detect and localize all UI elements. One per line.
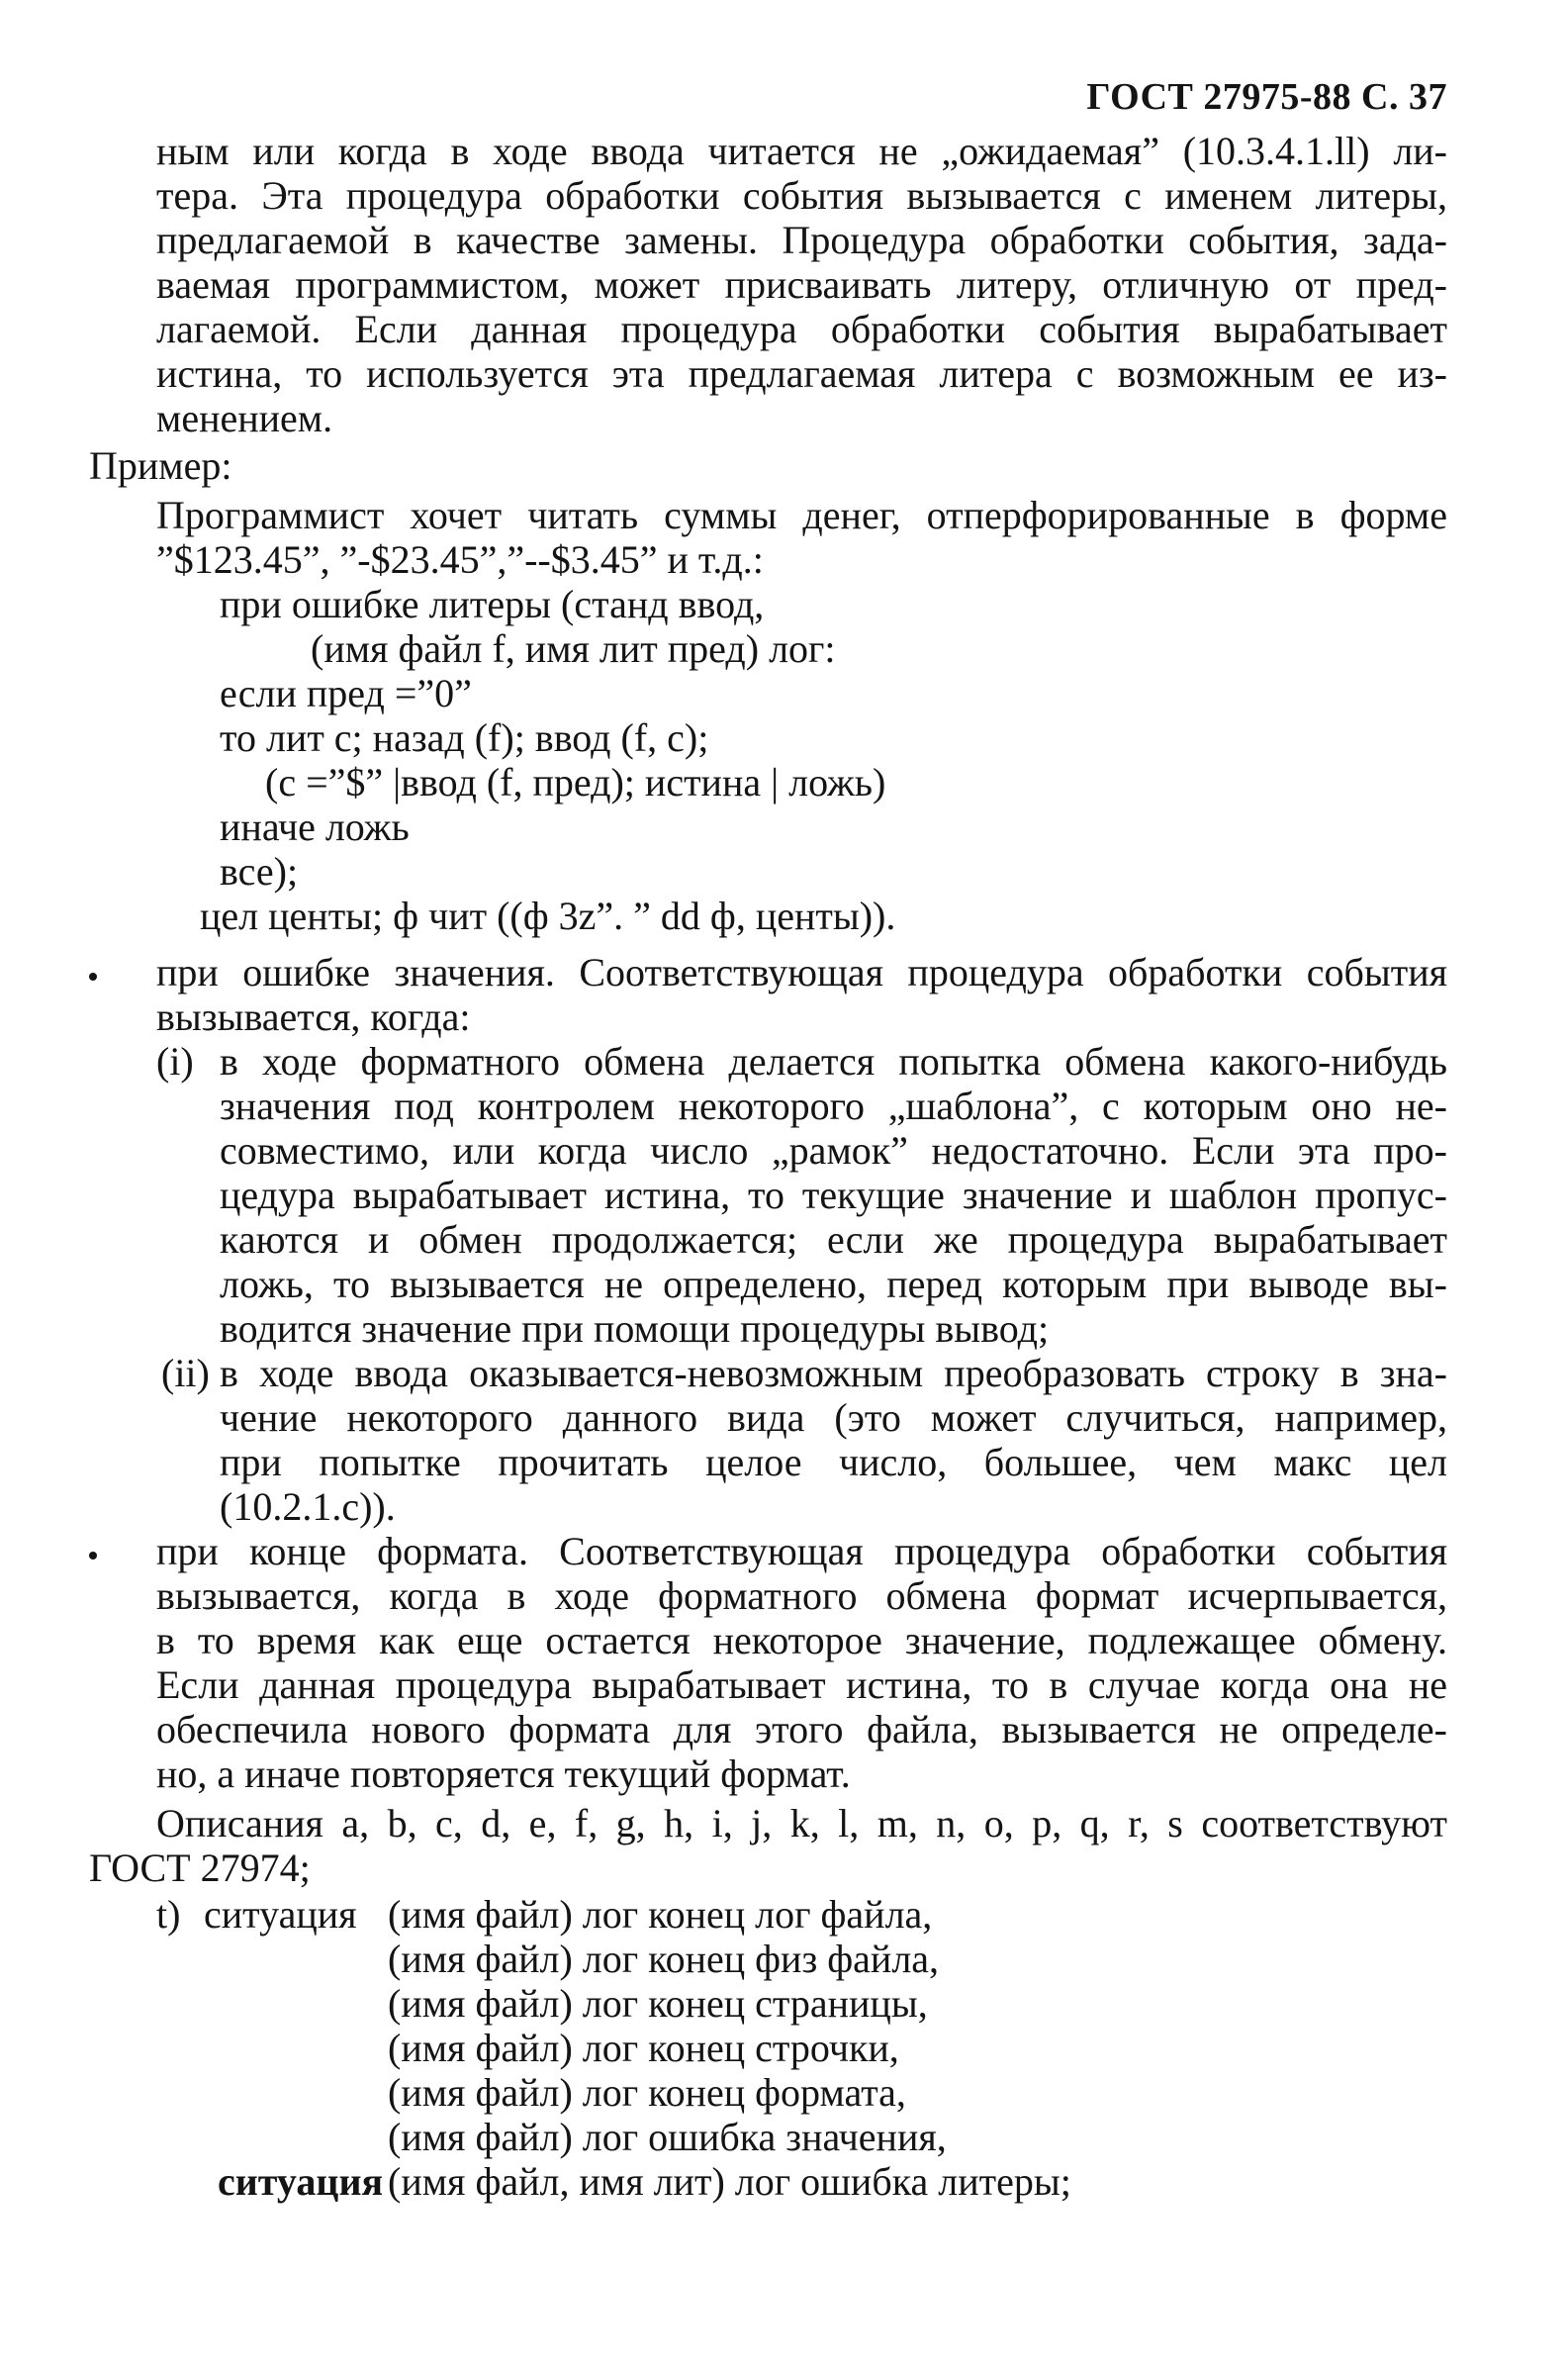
- paragraph-line: истина, то используется эта предлагаемая литера с возможным ее из-: [156, 351, 1447, 396]
- item-line: совместимо, или когда число „рамок” недостаточно. Если эта про-: [220, 1128, 1447, 1173]
- item-line: каются и обмен продолжается; если же процедура вырабатывает: [220, 1217, 1447, 1262]
- item-line: значения под контролем некоторого „шаблона”, с которым оно не-: [220, 1084, 1447, 1128]
- code-line: все);: [220, 849, 299, 894]
- bullet-line: при конце формата. Соответствующая процедура обработки события: [156, 1529, 1447, 1573]
- code-line: то лит с; назад (f); ввод (f, c);: [220, 715, 709, 760]
- decl-line: (имя файл) лог конец строчки,: [388, 2026, 899, 2070]
- item-t-keyword: ситуация: [204, 1892, 357, 1937]
- item-t-last-keyword: ситуация: [218, 2159, 384, 2204]
- bullet-icon: [89, 1552, 97, 1560]
- decl-line: (имя файл) лог конец формата,: [388, 2070, 906, 2115]
- paragraph-line: ваемая программистом, может присваивать литеру, отличную от пред-: [156, 262, 1447, 307]
- decl-line: (имя файл, имя лит) лог ошибка литеры;: [388, 2159, 1071, 2204]
- item-line: (10.2.1.с)).: [220, 1484, 396, 1529]
- bullet-line: обеспечила нового формата для этого файла, вызывается не определе-: [156, 1707, 1447, 1751]
- item-marker: (i): [156, 1039, 194, 1084]
- paragraph-line: ным или когда в ходе ввода читается не „ожидаемая” (10.3.4.1.ll) ли-: [156, 129, 1447, 173]
- paragraph-line: тера. Эта процедура обработки события вызывается с именем литеры,: [156, 173, 1447, 218]
- bullet-line: при ошибке значения. Соответствующая процедура обработки события: [156, 950, 1447, 994]
- item-line: в ходе ввода оказывается-невозможным преобразовать строку в зна-: [220, 1351, 1447, 1395]
- item-t-marker: t): [156, 1892, 181, 1937]
- code-line: при ошибке литеры (станд ввод,: [220, 582, 765, 626]
- page-header: ГОСТ 27975-88 С. 37: [1086, 76, 1447, 118]
- example-intro-line: Программист хочет читать суммы денег, отперфорированные в форме: [156, 493, 1447, 537]
- bullet-line: в то время как еще остается некоторое значение, подлежащее обмену.: [156, 1618, 1447, 1662]
- item-line: водится значение при помощи процедуры вывод;: [220, 1306, 1050, 1351]
- example-label: Пример:: [89, 443, 232, 488]
- item-line: цедура вырабатывает истина, то текущие значение и шаблон пропус-: [220, 1173, 1447, 1217]
- paragraph-line: менением.: [156, 396, 333, 440]
- code-line: (имя файл f, имя лит пред) лог:: [311, 626, 836, 671]
- item-line: ложь, то вызывается не определено, перед которым при выводе вы-: [220, 1262, 1447, 1306]
- bullet-line: Если данная процедура вырабатывает истина, то в случае когда она не: [156, 1662, 1447, 1707]
- code-line: (c =”$” |ввод (f, пред); истина | ложь): [265, 760, 886, 804]
- paragraph-line: лагаемой. Если данная процедура обработки события вырабатывает: [156, 307, 1447, 351]
- bullet-line: вызывается, когда в ходе форматного обмена формат исчерпывается,: [156, 1573, 1447, 1618]
- descriptions-line: Описания a, b, c, d, e, f, g, h, i, j, k, l, m, n, o, p, q, r, s соответствуют: [156, 1801, 1447, 1845]
- paragraph-line: предлагаемой в качестве замены. Процедура обработки события, зада-: [156, 218, 1447, 262]
- item-line: чение некоторого данного вида (это может случиться, например,: [220, 1395, 1447, 1440]
- code-line: иначе ложь: [220, 804, 410, 849]
- code-line: если пред =”0”: [220, 671, 472, 715]
- bullet-line: вызывается, когда:: [156, 994, 471, 1039]
- decl-line: (имя файл) лог конец физ файла,: [388, 1937, 940, 1981]
- decl-line: (имя файл) лог ошибка значения,: [388, 2115, 947, 2159]
- descriptions-line: ГОСТ 27974;: [89, 1845, 311, 1890]
- decl-line: (имя файл) лог конец лог файла,: [388, 1892, 933, 1937]
- example-intro-line: ”$123.45”, ”-$23.45”,”--$3.45” и т.д.:: [156, 537, 764, 582]
- item-marker: (ii): [161, 1351, 210, 1395]
- item-line: при попытке прочитать целое число, большее, чем макс цел: [220, 1440, 1447, 1484]
- decl-line: (имя файл) лог конец страницы,: [388, 1981, 928, 2026]
- item-line: в ходе форматного обмена делается попытка обмена какого-нибудь: [220, 1039, 1447, 1084]
- bullet-line: но, а иначе повторяется текущий формат.: [156, 1751, 851, 1796]
- code-line: цел центы; ф чит ((ф 3z”. ” dd ф, центы)).: [200, 894, 896, 938]
- bullet-icon: [89, 973, 97, 981]
